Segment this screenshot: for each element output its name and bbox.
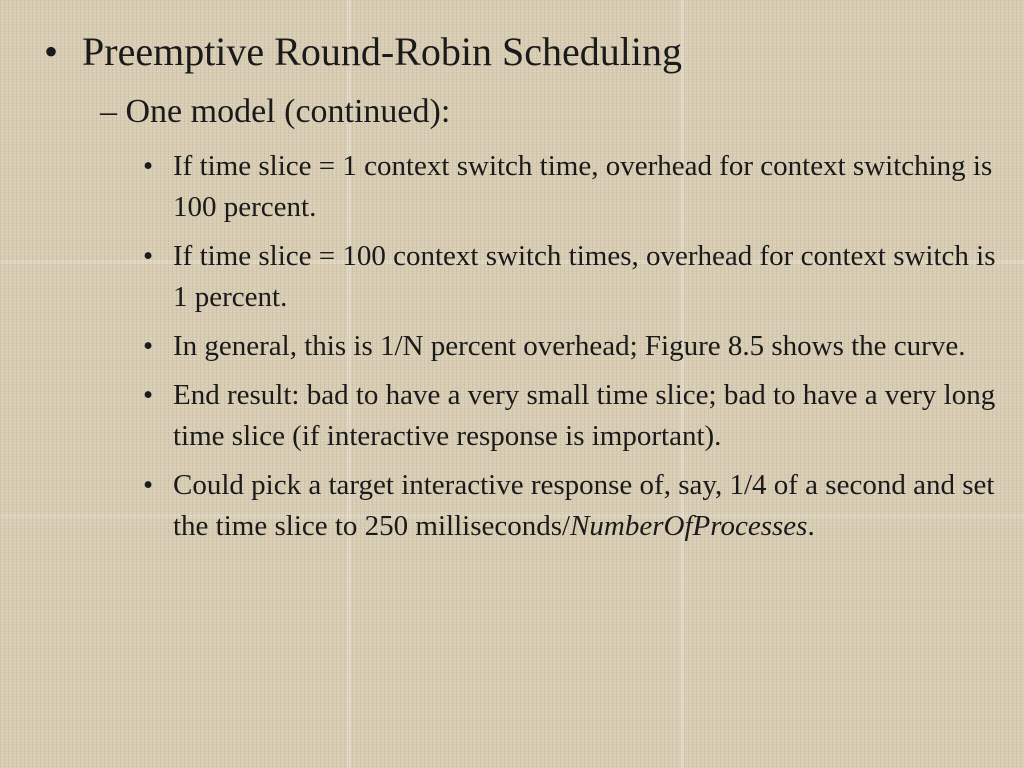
list-item-text: In general, this is 1/N percent overhead; Figure 8.5 shows the curve. bbox=[173, 330, 966, 362]
list-item bbox=[143, 146, 1003, 228]
list-item bbox=[143, 375, 1003, 457]
bullet-icon: • bbox=[44, 29, 59, 74]
list-item-text: If time slice = 1 context switch time, overhead for context switching is 100 percent. bbox=[173, 150, 993, 223]
subheading: – One model (continued): bbox=[100, 93, 451, 130]
list-item-text-period: . bbox=[807, 510, 815, 542]
bullet-icon: • bbox=[143, 150, 154, 182]
list-item-text: End result: bad to have a very small time slice; bad to have a very long time slice (if interactive response is important). bbox=[173, 379, 996, 452]
slide-heading: Preemptive Round-Robin Scheduling bbox=[82, 29, 682, 74]
bullet-icon: • bbox=[143, 379, 154, 411]
list-item bbox=[143, 236, 1003, 318]
list-item-text-italic: NumberOfProcesses bbox=[570, 510, 808, 542]
bullet-icon: • bbox=[143, 469, 154, 501]
bullet-icon: • bbox=[143, 330, 154, 362]
bullet-list bbox=[143, 146, 1003, 555]
list-item-text: If time slice = 100 context switch times, overhead for context switch is 1 percent. bbox=[173, 240, 996, 313]
list-item bbox=[143, 326, 1003, 367]
list-item-text bbox=[173, 465, 1003, 547]
bullet-icon: • bbox=[143, 240, 154, 272]
list-item-text-plain: Could pick a target interactive response of, say, 1/4 of a second and set the time slice to 250 milliseconds/ bbox=[173, 469, 995, 542]
list-item bbox=[143, 465, 1003, 547]
